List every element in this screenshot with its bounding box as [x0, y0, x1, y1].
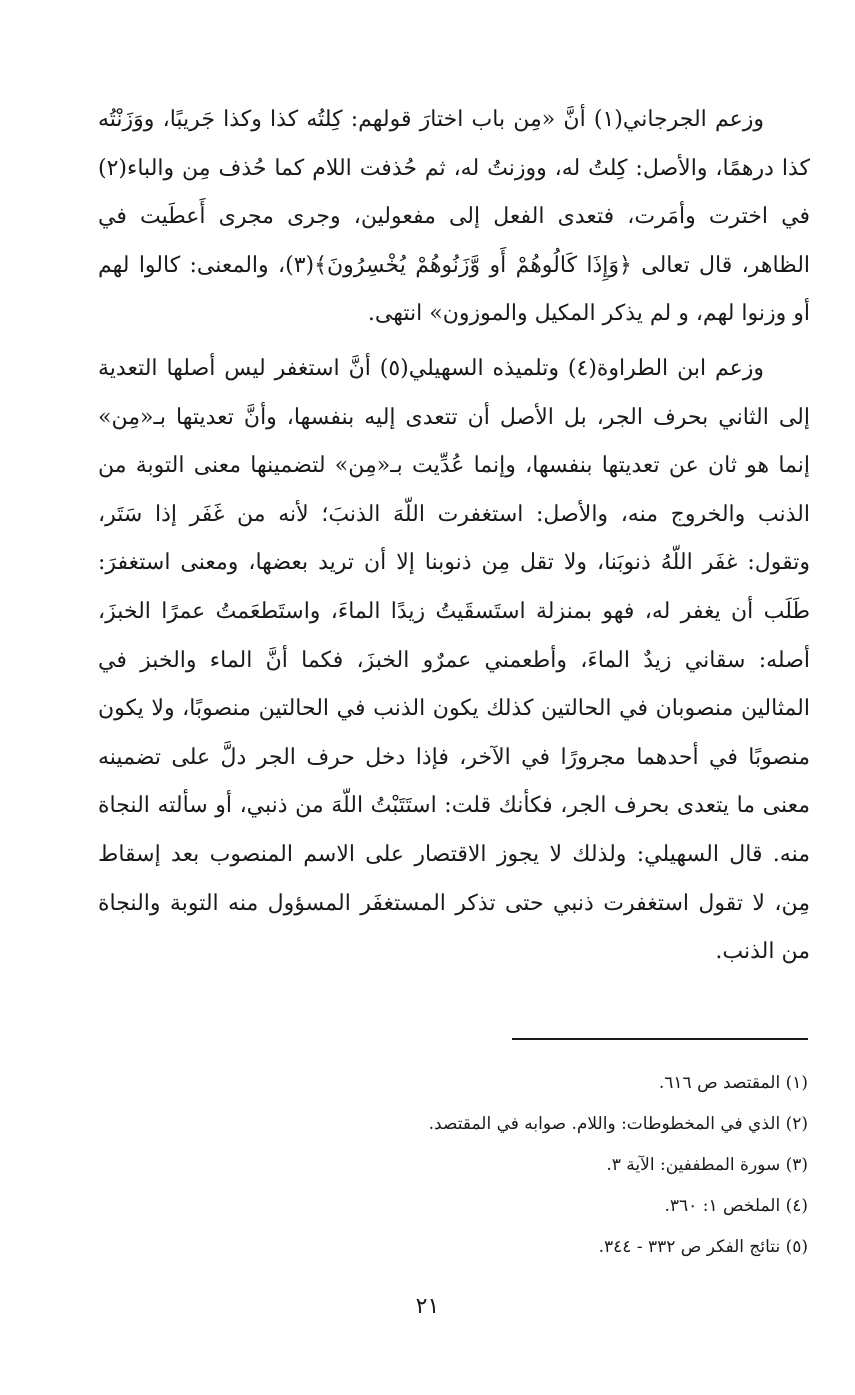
page-number: ٢١ [415, 1294, 440, 1319]
footnote-divider [512, 1038, 808, 1040]
footnote-5: (٥) نتائج الفكر ص ٣٣٢ - ٣٤٤. [598, 1237, 808, 1257]
footnote-1: (١) المقتصد ص ٦١٦. [658, 1073, 808, 1093]
footnotes [300, 1063, 808, 1268]
paragraph-ibn-altarawa: وزعم ابن الطراوة(٤) وتلميذه السهيلي(٥) أنَّ استغفر ليس أصلها التعدية إلى الثاني بحرف الجر، بل الأصل أن تتعدى إليه بنفسها، وأنَّ تعديتها بـ«مِن» إنما هو ثان عن تعديتها بنفسها، وإنما عُدِّيت بـ«مِن» لتضمينها معنى التوبة من الذنب والخروج منه، والأصل: استغفرت اللّهَ الذنبَ؛ لأنه من غَفَر إذا سَتَر، وتقول: غفَر اللّهُ ذنوبَنا، ولا تقل مِن ذنوبنا إلا أن تريد بعضها، ومعنى استغفرَ: طَلَب أن يغفر له، فهو بمنزلة استَسقَيتُ زيدًا الماءَ، واستَطعَمتُ عمرًا الخبزَ، أصله: سقاني زيدٌ الماءَ، وأطعمني عمرٌو الخبزَ، فكما أنَّ الماء والخبز في المثالين منصوبان في الحالتين كذلك يكون الذنب في الحالتين منصوبًا، ولا يكون منصوبًا في أحدهما مجرورًا في الآخر، فإذا دخل حرف الجر دلَّ على تضمينه معنى ما يتعدى بحرف الجر، فكأنك قلت: استَتَبْتُ اللّهَ من ذنبي، أو سألته النجاة منه. قال السهيلي: ولذلك لا يجوز الاقتصار على الاسم المنصوب بعد إسقاط مِن، لا تقول استغفرت ذنبي حتى تذكر المستغفَر المسؤول منه التوبة والنجاة من الذنب. [98, 355, 810, 965]
footnote-4: (٤) الملخص ١: ٣٦٠. [664, 1196, 808, 1216]
main-text [98, 96, 810, 977]
paragraph-jurjani: وزعم الجرجاني(١) أنَّ «مِن باب اختارَ قولهم: كِلتُه كذا وكذا جَريبًا، ووَزَنْتُه كذا درهمًا، والأصل: كِلتُ له، ووزنتُ له، ثم حُذفت اللام كما حُذف مِن والباء(٢) في اخترت وأمَرت، فتعدى الفعل إلى مفعولين، وجرى مجرى أَعطَيت في الظاهر، قال تعالى ﴿وَإِذَا كَالُوهُمْ أَو وَّزَنُوهُمْ يُخْسِرُونَ﴾(٣)، والمعنى: كالوا لهم أو وزنوا لهم، و لم يذكر المكيل والموزون» انتهى. [98, 107, 811, 327]
footnote-2: (٢) الذي في المخطوطات: واللام. صوابه في المقتصد. [428, 1114, 808, 1134]
footnote-3: (٣) سورة المطففين: الآية ٣. [606, 1155, 808, 1175]
